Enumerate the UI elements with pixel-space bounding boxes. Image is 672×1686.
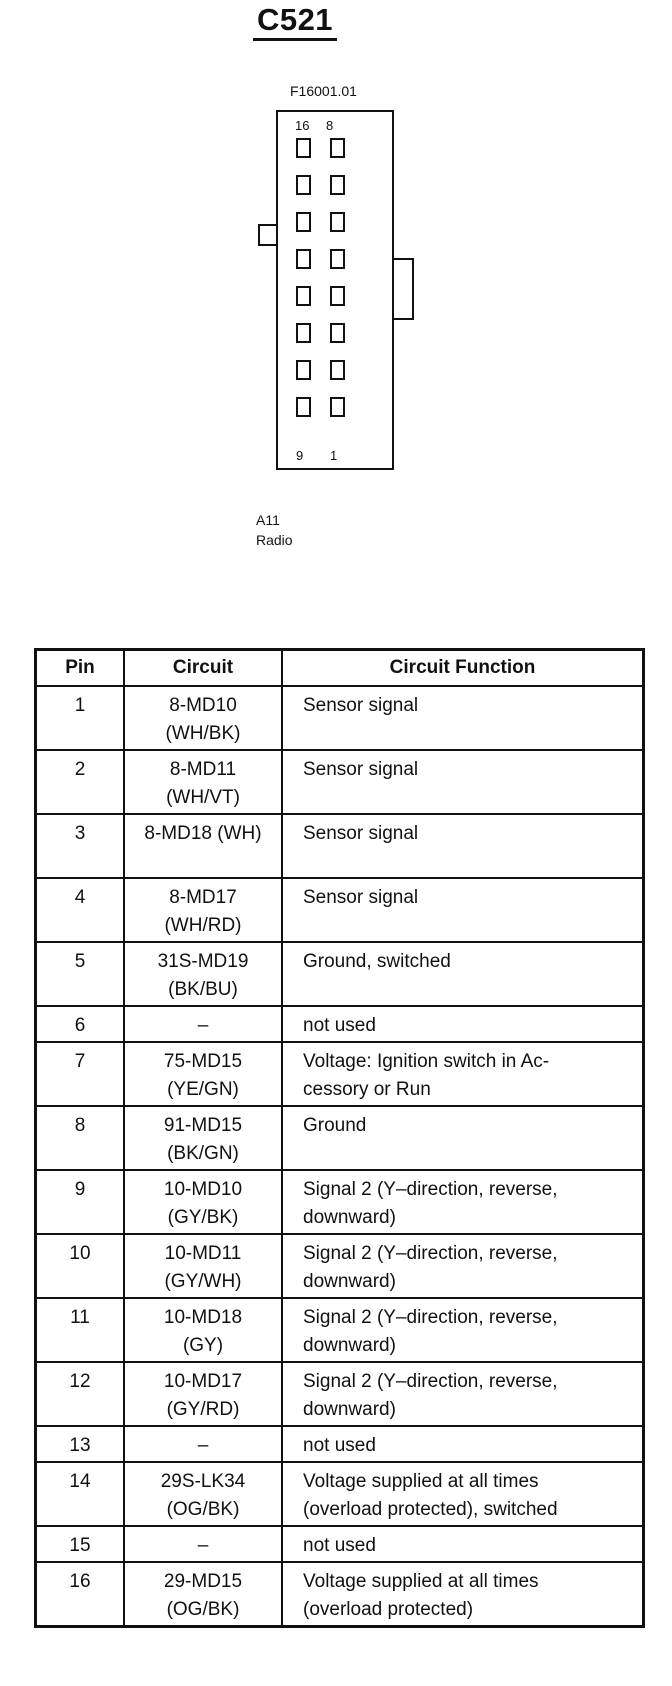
function-cell: Signal 2 (Y–direction, reverse, downward) bbox=[282, 1234, 644, 1298]
function-cell: Sensor signal bbox=[282, 686, 644, 750]
connector-latch-right bbox=[394, 258, 414, 320]
pin-cell: 9 bbox=[36, 1170, 125, 1234]
pin-cell: 16 bbox=[36, 1562, 125, 1626]
pin-cell: 2 bbox=[36, 750, 125, 814]
pin-cell: 8 bbox=[36, 1106, 125, 1170]
pin-cell: 1 bbox=[36, 686, 125, 750]
table-row bbox=[36, 1526, 644, 1562]
pinout-table bbox=[34, 648, 645, 1628]
circuit-cell: 10-MD17 (GY/RD) bbox=[124, 1362, 282, 1426]
pin-cavity bbox=[330, 360, 345, 380]
connector-part-code: F16001.01 bbox=[290, 83, 357, 99]
pin-cavity bbox=[330, 249, 345, 269]
function-cell: Voltage supplied at all times (overload protected) bbox=[282, 1562, 644, 1626]
pin-cavity bbox=[330, 397, 345, 417]
pin-cell: 4 bbox=[36, 878, 125, 942]
table-row bbox=[36, 942, 644, 1006]
table-row bbox=[36, 1462, 644, 1526]
pin-cell: 3 bbox=[36, 814, 125, 878]
circuit-cell: 10-MD18 (GY) bbox=[124, 1298, 282, 1362]
pin-cell: 10 bbox=[36, 1234, 125, 1298]
function-cell: not used bbox=[282, 1426, 644, 1462]
circuit-cell: 10-MD10 (GY/BK) bbox=[124, 1170, 282, 1234]
circuit-cell: 8-MD17 (WH/RD) bbox=[124, 878, 282, 942]
function-cell: Sensor signal bbox=[282, 750, 644, 814]
circuit-cell: – bbox=[124, 1526, 282, 1562]
connector-latch-left bbox=[258, 224, 276, 246]
table-row bbox=[36, 1234, 644, 1298]
table-row bbox=[36, 1426, 644, 1462]
connector-title-text: C521 bbox=[253, 2, 337, 41]
circuit-cell: 8-MD10 (WH/BK) bbox=[124, 686, 282, 750]
circuit-cell: 29S-LK34 (OG/BK) bbox=[124, 1462, 282, 1526]
pin-cavity bbox=[296, 249, 311, 269]
circuit-cell: 8-MD18 (WH) bbox=[124, 814, 282, 878]
table-row bbox=[36, 878, 644, 942]
function-cell: Signal 2 (Y–direction, reverse, downward) bbox=[282, 1170, 644, 1234]
circuit-cell: 10-MD11 (GY/WH) bbox=[124, 1234, 282, 1298]
circuit-cell: 91-MD15 (BK/GN) bbox=[124, 1106, 282, 1170]
table-row bbox=[36, 1106, 644, 1170]
table-row bbox=[36, 1298, 644, 1362]
pin-cell: 14 bbox=[36, 1462, 125, 1526]
connector-face-diagram bbox=[276, 110, 394, 470]
pin-cell: 15 bbox=[36, 1526, 125, 1562]
table-row bbox=[36, 1006, 644, 1042]
function-cell: not used bbox=[282, 1006, 644, 1042]
pin-label-1: 1 bbox=[330, 448, 338, 463]
table-row bbox=[36, 1562, 644, 1626]
pin-cavity bbox=[330, 175, 345, 195]
pin-cell: 13 bbox=[36, 1426, 125, 1462]
pin-cavity bbox=[296, 138, 311, 158]
circuit-cell: 75-MD15 (YE/GN) bbox=[124, 1042, 282, 1106]
function-cell: Ground, switched bbox=[282, 942, 644, 1006]
component-name: Radio bbox=[256, 532, 293, 548]
pin-cavity bbox=[296, 323, 311, 343]
pin-label-16: 16 bbox=[295, 118, 310, 133]
pin-cavity bbox=[330, 286, 345, 306]
pin-cavity bbox=[330, 138, 345, 158]
table-row bbox=[36, 1042, 644, 1106]
function-cell: Sensor signal bbox=[282, 814, 644, 878]
component-id: A11 bbox=[256, 512, 280, 528]
pin-cell: 11 bbox=[36, 1298, 125, 1362]
pin-cell: 7 bbox=[36, 1042, 125, 1106]
circuit-cell: 31S-MD19 (BK/BU) bbox=[124, 942, 282, 1006]
table-row bbox=[36, 750, 644, 814]
circuit-cell: – bbox=[124, 1006, 282, 1042]
function-cell: Voltage: Ignition switch in Ac- cessory or Run bbox=[282, 1042, 644, 1106]
header-pin: Pin bbox=[36, 650, 125, 687]
pin-cavity bbox=[296, 397, 311, 417]
component-label bbox=[256, 510, 293, 550]
function-cell: Ground bbox=[282, 1106, 644, 1170]
table-row bbox=[36, 814, 644, 878]
pin-cavity bbox=[296, 175, 311, 195]
function-cell: not used bbox=[282, 1526, 644, 1562]
connector-title bbox=[0, 2, 590, 38]
pin-cavity bbox=[296, 360, 311, 380]
header-circuit-function: Circuit Function bbox=[282, 650, 644, 687]
circuit-cell: – bbox=[124, 1426, 282, 1462]
table-row bbox=[36, 686, 644, 750]
function-cell: Signal 2 (Y–direction, reverse, downward) bbox=[282, 1298, 644, 1362]
function-cell: Signal 2 (Y–direction, reverse, downward) bbox=[282, 1362, 644, 1426]
pin-label-8: 8 bbox=[326, 118, 334, 133]
table-header-row bbox=[36, 650, 644, 687]
pin-label-9: 9 bbox=[296, 448, 304, 463]
pin-cavity bbox=[330, 212, 345, 232]
pin-cavity bbox=[296, 212, 311, 232]
table-row bbox=[36, 1170, 644, 1234]
pin-cell: 5 bbox=[36, 942, 125, 1006]
circuit-cell: 8-MD11 (WH/VT) bbox=[124, 750, 282, 814]
circuit-cell: 29-MD15 (OG/BK) bbox=[124, 1562, 282, 1626]
pin-cavity bbox=[296, 286, 311, 306]
pin-cell: 12 bbox=[36, 1362, 125, 1426]
function-cell: Voltage supplied at all times (overload protected), switched bbox=[282, 1462, 644, 1526]
function-cell: Sensor signal bbox=[282, 878, 644, 942]
pin-cell: 6 bbox=[36, 1006, 125, 1042]
table-row bbox=[36, 1362, 644, 1426]
header-circuit: Circuit bbox=[124, 650, 282, 687]
pin-cavity bbox=[330, 323, 345, 343]
